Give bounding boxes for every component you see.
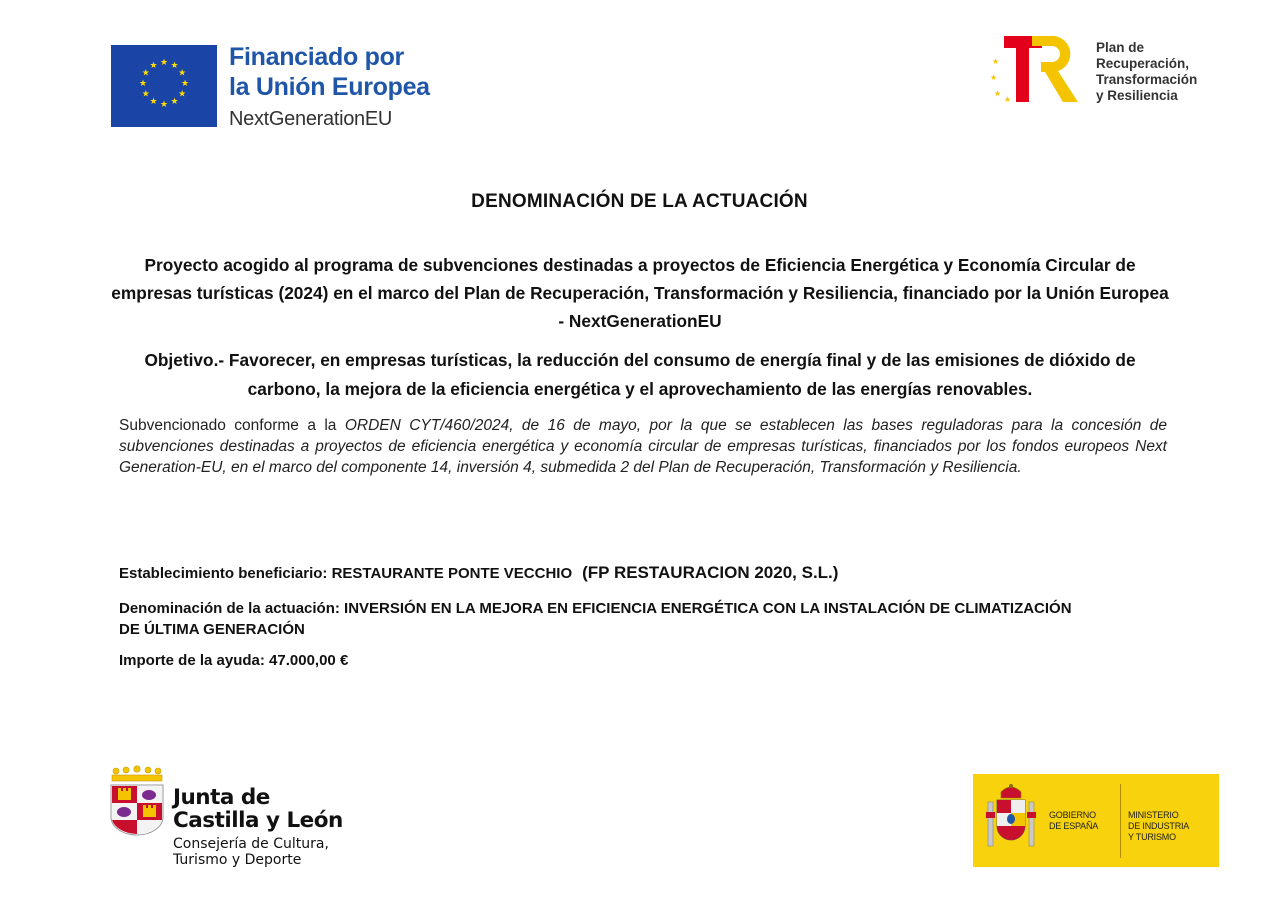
legal-order: ORDEN CYT/460/2024, de 16 de mayo, por la que se establecen las bases reguladoras para la concesión de subvenciones destinadas a proyectos de eficiencia energética y economía circular de empresas turísticas, financiados por los fondos europeos Next Generation-EU, en el marco del componente 14, inversión 4, submedida 2 del Plan de Recuperación, Transformación y Resiliencia. — [119, 417, 1167, 476]
svg-text:★: ★ — [992, 57, 1000, 66]
prtr-line-3: Transformación — [1096, 72, 1198, 87]
ministerio-line-2: DE INDUSTRIA — [1128, 821, 1190, 831]
svg-text:★: ★ — [178, 89, 187, 100]
legal-intro: Subvencionado conforme a la — [119, 417, 345, 434]
svg-text:★: ★ — [141, 68, 150, 79]
action-label: Denominación de la actuación: — [119, 600, 345, 617]
svg-text:★: ★ — [178, 68, 187, 79]
action-value: INVERSIÓN EN LA MEJORA EN EFICIENCIA ENERGÉTICA CON LA INSTALACIÓN DE CLIMATIZACIÓN DE ÚLTIMA GENERACIÓN — [119, 600, 1072, 638]
prtr-text — [1096, 40, 1197, 104]
action-field — [119, 598, 1079, 640]
objective-text: Objetivo.- Favorecer, en empresas turísticas, la reducción del consumo de energía final y de las emisiones de dióxido de carbono, la mejora de la eficiencia energética y el aprovechamiento de las energías renovables. — [144, 350, 1136, 399]
svg-text:★: ★ — [141, 89, 150, 100]
gobierno-line-2: DE ESPAÑA — [1049, 821, 1099, 831]
project-description: Proyecto acogido al programa de subvenciones destinadas a proyectos de Eficiencia Energética y Economía Circular de empresas turísticas (2024) en el marco del Plan de Recuperación, Transformación y Resiliencia, financiado por la Unión Europea - NextGenerationEU — [111, 255, 1169, 331]
amount-field — [119, 650, 1119, 671]
amount-value: 47.000,00 € — [269, 652, 349, 669]
beneficiary-value: RESTAURANTE PONTE VECCHIO — [331, 565, 573, 582]
eu-line-2: la Unión Europea — [229, 73, 430, 101]
svg-text:★: ★ — [149, 60, 158, 71]
svg-text:★: ★ — [149, 97, 158, 108]
gobierno-text — [1049, 810, 1098, 832]
eu-flag-logo — [111, 45, 217, 127]
svg-text:★: ★ — [170, 60, 179, 71]
jcyl-line-3: Consejería de Cultura, — [173, 836, 329, 852]
svg-text:★: ★ — [138, 79, 148, 89]
svg-text:★: ★ — [1004, 95, 1012, 104]
jcyl-name — [173, 786, 343, 832]
jcyl-line-2: Castilla y León — [173, 808, 343, 833]
jcyl-shield-icon — [108, 765, 166, 837]
svg-text:★: ★ — [159, 100, 169, 110]
gobierno-divider — [1120, 784, 1121, 858]
eu-line-1: Financiado por — [229, 43, 404, 71]
ministerio-text — [1128, 810, 1189, 843]
beneficiary-field — [119, 562, 1119, 584]
amount-label: Importe de la ayuda: — [119, 652, 270, 669]
svg-text:★: ★ — [994, 89, 1002, 98]
spain-coat-of-arms-icon — [985, 782, 1037, 860]
jcyl-department — [173, 836, 329, 868]
eu-funding-text — [229, 42, 430, 132]
document-title: DENOMINACIÓN DE LA ACTUACIÓN — [471, 191, 808, 212]
prtr-logo-icon — [988, 34, 1084, 104]
svg-text:★: ★ — [159, 58, 169, 68]
beneficiary-label: Establecimiento beneficiario: — [119, 565, 332, 582]
ministerio-line-3: Y TURISMO — [1128, 832, 1176, 842]
prtr-line-1: Plan de — [1096, 40, 1145, 55]
jcyl-line-1: Junta de — [173, 785, 270, 810]
eu-line-3: NextGenerationEU — [229, 108, 393, 130]
legal-basis-text — [119, 415, 1167, 478]
ministerio-line-1: MINISTERIO — [1128, 810, 1179, 820]
eu-stars-icon — [111, 45, 217, 127]
jcyl-line-4: Turismo y Deporte — [173, 852, 302, 868]
prtr-line-2: Recuperación, — [1096, 56, 1190, 71]
gobierno-espana-logo — [973, 774, 1219, 867]
beneficiary-company: (FP RESTAURACION 2020, S.L.) — [582, 563, 839, 582]
svg-text:★: ★ — [990, 73, 998, 82]
gobierno-line-1: GOBIERNO — [1049, 810, 1096, 820]
svg-text:★: ★ — [180, 79, 190, 89]
prtr-line-4: y Resiliencia — [1096, 88, 1178, 103]
svg-text:★: ★ — [170, 97, 179, 108]
